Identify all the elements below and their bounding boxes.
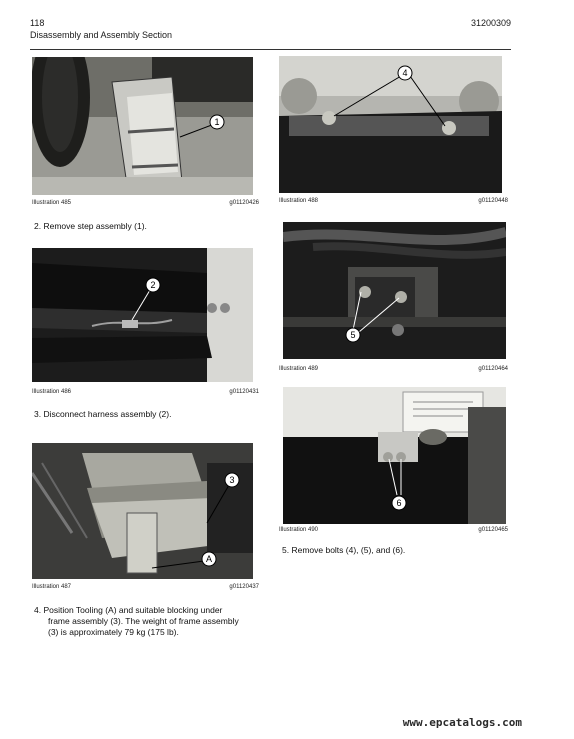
- callout-3: 3: [229, 475, 235, 485]
- footer-watermark: www.epcatalogs.com: [402, 716, 522, 729]
- step-3: 3. Disconnect harness assembly (2).: [34, 409, 172, 419]
- step-4-line-2: frame assembly (3). The weight of frame assembly: [48, 616, 239, 626]
- callout-a: A: [205, 554, 213, 564]
- illustration-490-caption: Illustration 490: [279, 527, 319, 533]
- illustration-486-photo: [32, 248, 253, 382]
- illustration-488-code: g01120448: [478, 198, 508, 204]
- step-4-line-1: 4. Position Tooling (A) and suitable blocking under: [34, 605, 223, 615]
- step-5: 5. Remove bolts (4), (5), and (6).: [282, 545, 406, 555]
- callout-4: 4: [402, 68, 408, 78]
- illustration-485-code: g01120426: [229, 200, 259, 206]
- step-2: 2. Remove step assembly (1).: [34, 221, 147, 231]
- illustration-487-photo: [32, 443, 253, 579]
- callout-1: 1: [214, 117, 220, 127]
- illustration-485-caption: Illustration 485: [32, 200, 72, 206]
- callout-5: 5: [350, 330, 356, 340]
- illustration-485-photo: [32, 57, 253, 195]
- illustration-489-caption: Illustration 489: [279, 366, 319, 372]
- illustration-487-code: g01120437: [229, 584, 259, 590]
- illustration-487-caption: Illustration 487: [32, 584, 72, 590]
- header-rule: [30, 49, 511, 50]
- illustration-489-photo: [283, 222, 506, 359]
- section-title: Disassembly and Assembly Section: [30, 30, 173, 40]
- document-number: 31200309: [470, 18, 511, 28]
- page-number: 118: [30, 18, 45, 28]
- illustration-489-code: g01120464: [478, 366, 508, 372]
- step-4-line-3: (3) is approximately 79 kg (175 lb).: [48, 627, 179, 637]
- callout-2: 2: [150, 280, 156, 290]
- illustration-486-code: g01120431: [229, 389, 259, 395]
- illustration-488-caption: Illustration 488: [279, 198, 319, 204]
- callout-6: 6: [396, 498, 402, 508]
- illustration-488-photo: [279, 56, 502, 193]
- illustration-490-photo: [283, 387, 506, 524]
- illustration-490-code: g01120465: [478, 527, 508, 533]
- illustration-486-caption: Illustration 486: [32, 389, 72, 395]
